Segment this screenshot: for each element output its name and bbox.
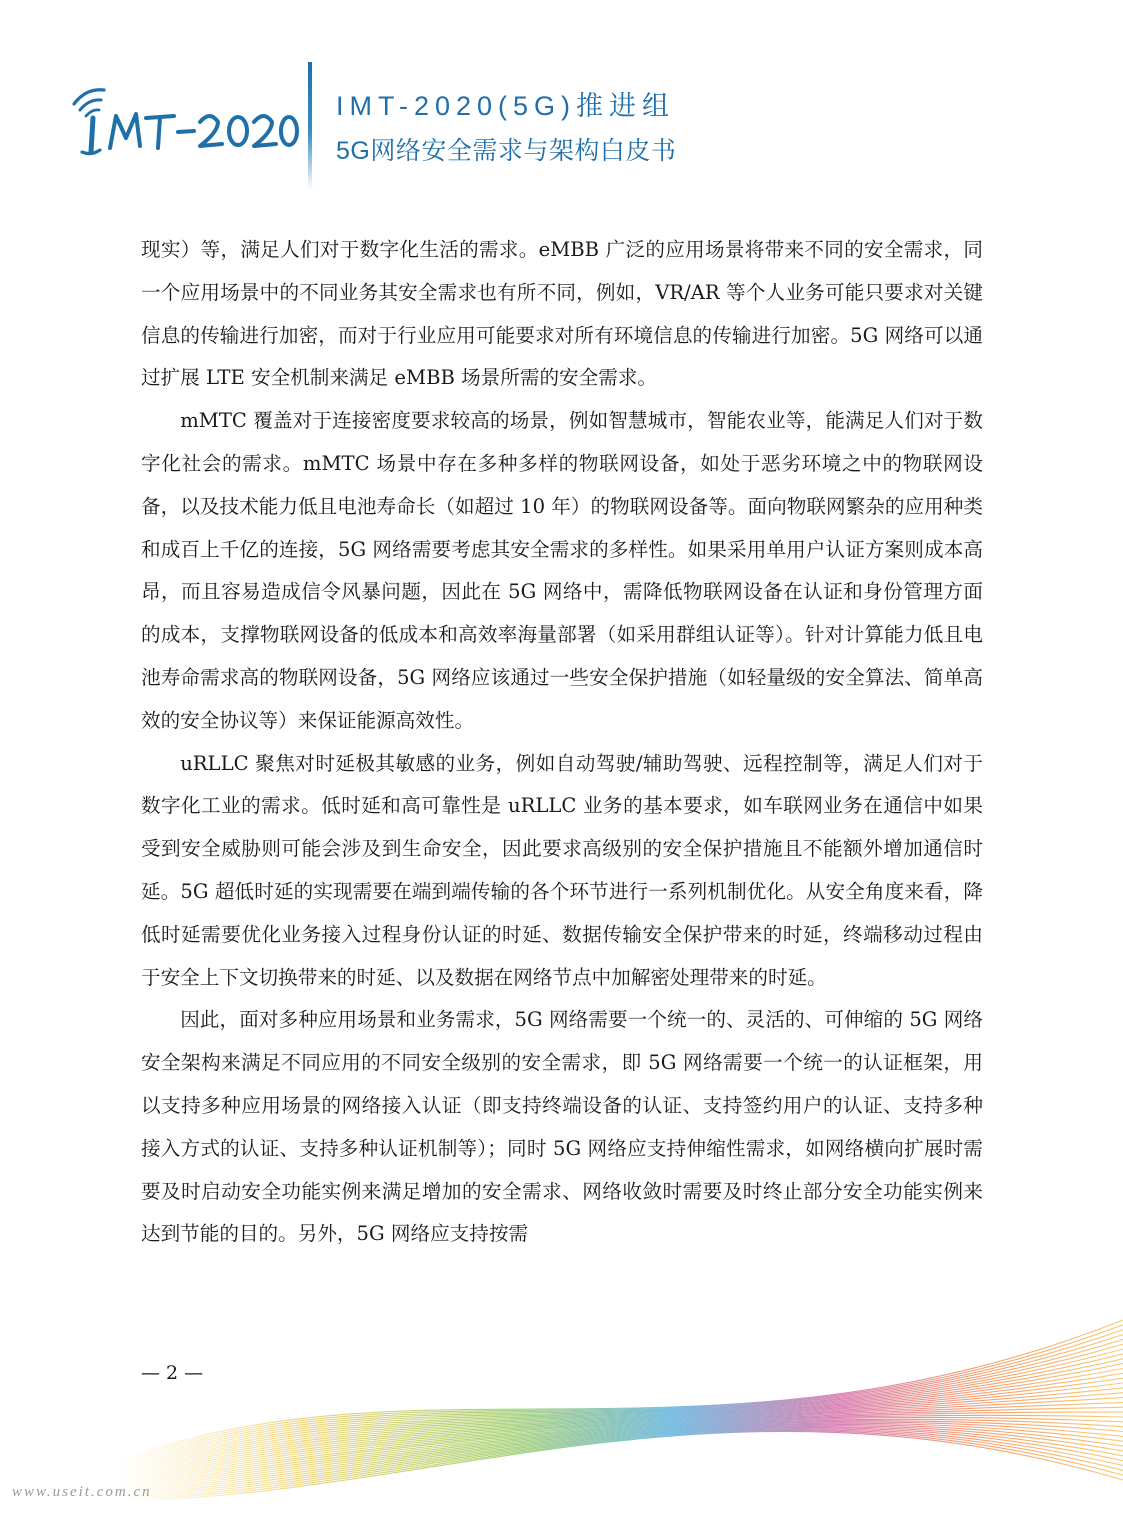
document-title: 5G网络安全需求与架构白皮书: [336, 137, 677, 165]
header-title: IMT-2020(5G)推进组: [336, 91, 676, 121]
page-number: — 2 —: [141, 1362, 204, 1384]
paragraph-urllc: uRLLC 聚焦对时延极其敏感的业务，例如自动驾驶/辅助驾驶、远程控制等，满足人们对于数字化工业的需求。低时延和高可靠性是 uRLLC 业务的基本要求，如车联网业务在通信中如果受到安全威胁则可能会涉及到生命安全，因此要求高级别的安全保护措施且不能额外增加通信时延。5G 超低时延的实现需要在端到端传输的各个环节进行一系列机制优化。从安全角度来看，降低时延需要优化业务接入过程身份认证的时延、数据传输安全保护带来的时延，终端移动过程由于安全上下文切换带来的时延、以及数据在网络节点中加解密处理带来的时延。: [141, 751, 983, 989]
header-divider: [308, 62, 312, 190]
paragraph-embb: 现实）等，满足人们对于数字化生活的需求。eMBB 广泛的应用场景将带来不同的安全需求，同一个应用场景中的不同业务其安全需求也有所不同，例如，VR/AR 等个人业务可能只要求对关键信息的传输进行加密，而对于行业应用可能要求对所有环境信息的传输进行加密。5G 网络可以通过扩展 LTE 安全机制来满足 eMBB 场景所需的安全需求。: [141, 238, 983, 390]
body-text: [141, 229, 983, 1256]
paragraph-conclusion: 因此，面对多种应用场景和业务需求，5G 网络需要一个统一的、灵活的、可伸缩的 5G 网络安全架构来满足不同应用的不同安全级别的安全需求，即 5G 网络需要一个统一的认证框架，用以支持多种应用场景的网络接入认证（即支持终端设备的认证、支持签约用户的认证、支持多种接入方式的认证、支持多种认证机制等）；同时 5G 网络应支持伸缩性需求，如网络横向扩展时需要及时启动安全功能实例来满足增加的安全需求、网络收敛时需要及时终止部分安全功能实例来达到节能的目的。另外，5G 网络应支持按需: [141, 1008, 983, 1246]
imt-2020-logo: [60, 70, 300, 170]
watermark: www.useit.com.cn: [12, 1484, 152, 1500]
decorative-wave: [0, 1310, 1123, 1513]
page-header: [0, 0, 1123, 200]
paragraph-mmtc: mMTC 覆盖对于连接密度要求较高的场景，例如智慧城市，智能农业等，能满足人们对于数字化社会的需求。mMTC 场景中存在多种多样的物联网设备，如处于恶劣环境之中的物联网设备，以及技术能力低且电池寿命长（如超过 10 年）的物联网设备等。面向物联网繁杂的应用种类和成百上千亿的连接，5G 网络需要考虑其安全需求的多样性。如果采用单用户认证方案则成本高昂，而且容易造成信令风暴问题，因此在 5G 网络中，需降低物联网设备在认证和身份管理方面的成本，支撑物联网设备的低成本和高效率海量部署（如采用群组认证等）。针对计算能力低且电池寿命需求高的物联网设备，5G 网络应该通过一些安全保护措施（如轻量级的安全算法、简单高效的安全协议等）来保证能源高效性。: [141, 409, 983, 732]
